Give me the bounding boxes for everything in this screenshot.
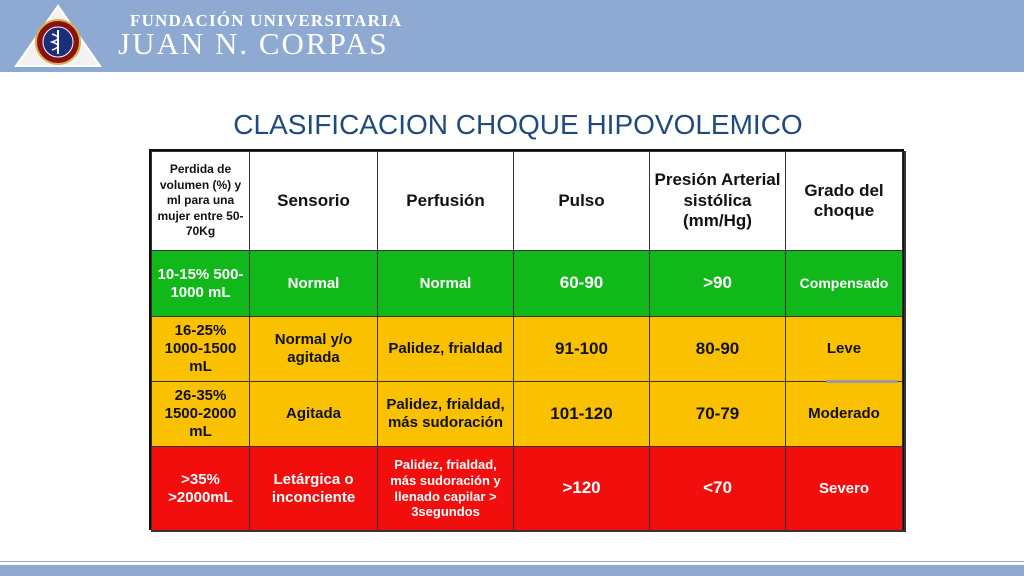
cell-perfusion: Palidez, frialdad, más sudoración [378, 382, 514, 447]
cell-perfusion: Palidez, frialdad [378, 317, 514, 382]
header-grado: Grado del choque [786, 152, 903, 251]
cell-volume-loss: 26-35% 1500-2000 mL [152, 382, 250, 447]
cell-perfusion: Palidez, frialdad, más sudoración y llenado capilar > 3segundos [378, 447, 514, 531]
footer-divider [0, 561, 1024, 562]
cell-pulso: 101-120 [514, 382, 650, 447]
cell-grado: Moderado [786, 382, 903, 447]
cell-volume-loss: 16-25% 1000-1500 mL [152, 317, 250, 382]
cell-grado: Compensado [786, 251, 903, 317]
table-row [152, 251, 903, 317]
org-name-line2: JUAN N. CORPAS [118, 26, 389, 61]
cell-presion: >90 [650, 251, 786, 317]
cell-presion: 70-79 [650, 382, 786, 447]
cell-grado: Severo [786, 447, 903, 531]
cell-pulso: 91-100 [514, 317, 650, 382]
cell-volume-loss: >35% >2000mL [152, 447, 250, 531]
cell-grado: Leve [786, 317, 903, 382]
header-presion: Presión Arterial sistólica (mm/Hg) [650, 152, 786, 251]
footer-bar [0, 565, 1024, 576]
cell-pulso: >120 [514, 447, 650, 531]
cell-sensorio: Normal [250, 251, 378, 317]
shock-classification-table [149, 149, 904, 530]
header-pulso: Pulso [514, 152, 650, 251]
header-sensorio: Sensorio [250, 152, 378, 251]
cell-sensorio: Letárgica o inconciente [250, 447, 378, 531]
cell-sensorio: Normal y/o agitada [250, 317, 378, 382]
table-row [152, 382, 903, 447]
page-title: CLASIFICACION CHOQUE HIPOVOLEMICO [233, 109, 803, 140]
cell-volume-loss: 10-15% 500-1000 mL [152, 251, 250, 317]
cell-perfusion: Normal [378, 251, 514, 317]
table-header-row [152, 152, 903, 251]
header-bar [0, 0, 1024, 72]
table-row [152, 447, 903, 531]
cell-sensorio: Agitada [250, 382, 378, 447]
header-volume-loss: Perdida de volumen (%) y ml para una mujer entre 50-70Kg [152, 152, 250, 251]
org-name-line1: FUNDACIÓN UNIVERSITARIA [130, 11, 403, 30]
divider-accent [826, 380, 898, 383]
cell-presion: <70 [650, 447, 786, 531]
cell-pulso: 60-90 [514, 251, 650, 317]
header-perfusion: Perfusión [378, 152, 514, 251]
university-seal-icon [12, 4, 104, 68]
cell-presion: 80-90 [650, 317, 786, 382]
table-row [152, 317, 903, 382]
